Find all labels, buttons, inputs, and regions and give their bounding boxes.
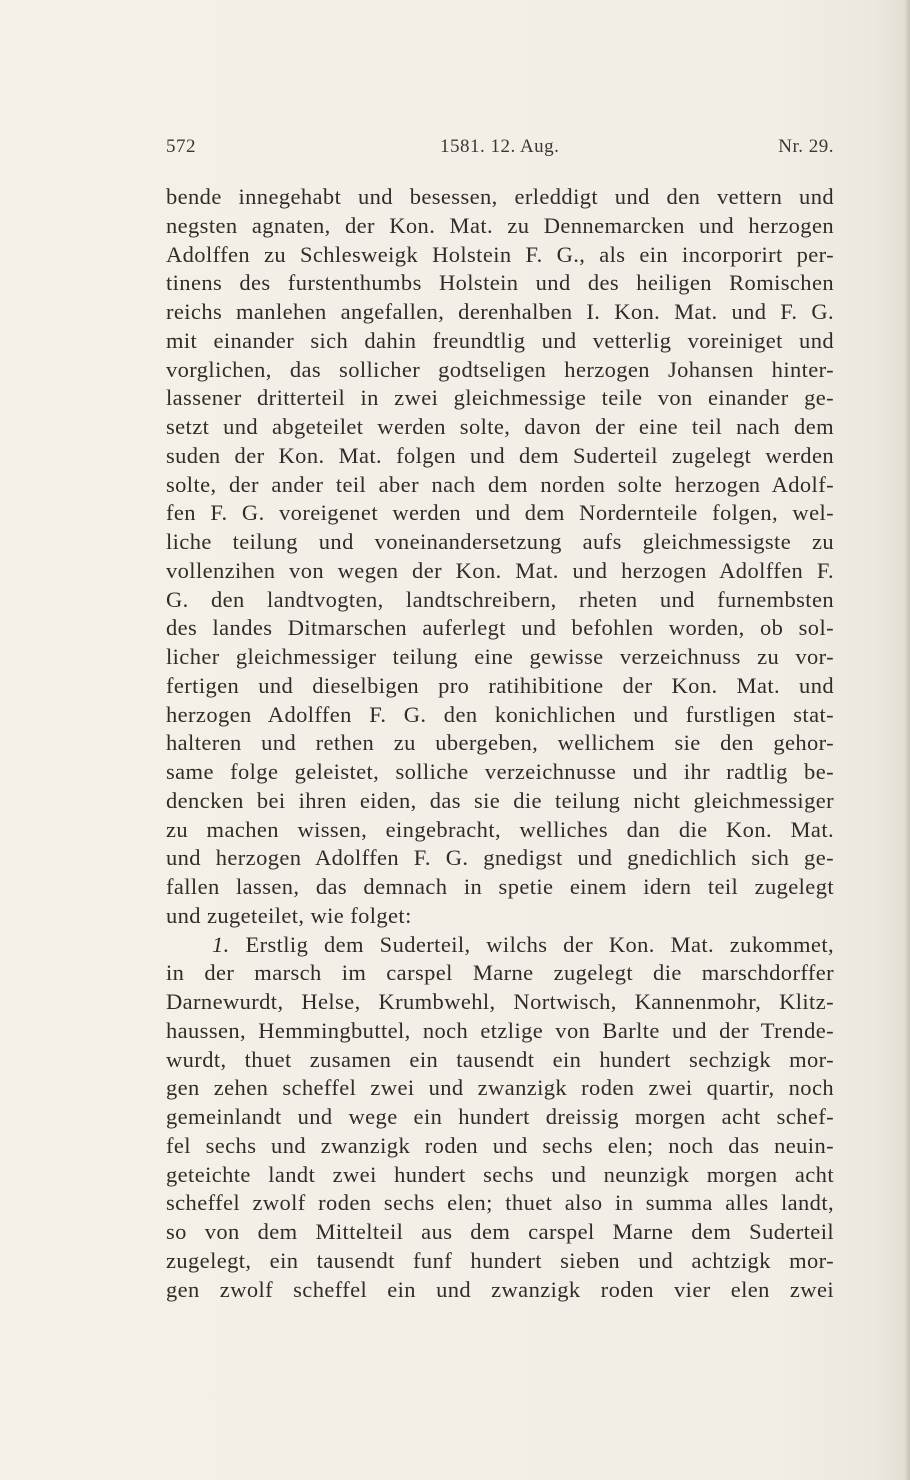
text-line: herzogen Adolffen F. G. den konichlichen und furstligen stat- <box>166 701 834 727</box>
text-line: vollenzihen von wegen der Kon. Mat. und herzogen Adolffen F. <box>166 557 834 583</box>
text-line: fel sechs und zwanzigk roden und sechs elen; noch das neuin- <box>166 1132 834 1158</box>
running-header <box>166 136 834 160</box>
text-line: G. den landtvogten, landtschreibern, rheten und furnembsten <box>166 586 834 612</box>
text-line: gen zwolf scheffel ein und zwanzigk roden vier elen zwei <box>166 1276 834 1302</box>
item-text: Erstlig dem Suderteil, wilchs der Kon. Mat. zukommet, <box>245 931 834 957</box>
text-line: negsten agnaten, der Kon. Mat. zu Dennemarcken und herzogen <box>166 212 834 238</box>
text-line: liche teilung und voneinandersetzung aufs gleichmessigste zu <box>166 529 834 554</box>
text-line: und herzogen Adolffen F. G. gnedigst und gnedichlich sich ge- <box>166 845 834 871</box>
item-number: 1. <box>212 931 230 957</box>
text-line: reichs manlehen angefallen, derenhalben I. Kon. Mat. und F. G. <box>166 299 834 324</box>
text-line: vorglichen, das sollicher godtseligen herzogen Johansen hinter- <box>166 356 834 382</box>
text-line: in der marsch im carspel Marne zugelegt die marschdorffer <box>166 960 834 986</box>
text-line: haussen, Hemmingbuttel, noch etzlige von Barlte und der Trende- <box>166 1017 834 1043</box>
text-line: lassener dritterteil in zwei gleichmessige teile von einander ge- <box>166 385 834 411</box>
text-line: fertigen und dieselbigen pro ratihibitione der Kon. Mat. und <box>166 672 834 698</box>
document-number: Nr. 29. <box>778 136 834 157</box>
text-line: gen zehen scheffel zwei und zwanzigk roden zwei quartir, noch <box>166 1075 834 1101</box>
text-line: fallen lassen, das demnach in spetie einem idern teil zugelegt <box>166 874 834 899</box>
text-line: scheffel zwolf roden sechs elen; thuet also in summa alles landt, <box>166 1190 834 1216</box>
page-number: 572 <box>166 136 196 157</box>
text-line: wurdt, thuet zusamen ein tausendt ein hundert sechzigk mor- <box>166 1046 834 1072</box>
text-line: solte, der ander teil aber nach dem norden solte herzogen Adolf- <box>166 471 834 497</box>
text-line: halteren und rethen zu ubergeben, wellichem sie den gehor- <box>166 730 834 756</box>
text-line: mit einander sich dahin freundtlig und vetterlig voreiniget und <box>166 327 834 353</box>
text-line: Adolffen zu Schlesweigk Holstein F. G., als ein incorporirt per- <box>166 241 834 267</box>
text-line: dencken bei ihren eiden, das sie die teilung nicht gleichmessiger <box>166 787 834 813</box>
numbered-item-first-line <box>166 931 834 960</box>
text-line: setzt und abgeteilet werden solte, davon der eine teil nach dem <box>166 414 834 439</box>
text-line: und zugeteilet, wie folget: <box>166 902 412 928</box>
page-edge-shadow <box>904 0 910 1480</box>
text-line: des landes Ditmarschen auferlegt und befohlen worden, ob sol- <box>166 615 834 641</box>
text-line: gemeinlandt und wege ein hundert dreissig morgen acht schef- <box>166 1104 834 1129</box>
body-text <box>166 183 834 1304</box>
text-line: Darnewurdt, Helse, Krumbwehl, Nortwisch, Kannenmohr, Klitz- <box>166 989 834 1014</box>
text-line: so von dem Mittelteil aus dem carspel Marne dem Suderteil <box>166 1219 834 1244</box>
text-line: geteichte landt zwei hundert sechs und neunzigk morgen acht <box>166 1161 834 1187</box>
text-line: zugelegt, ein tausendt funf hundert sieben und achtzigk mor- <box>166 1247 834 1273</box>
text-line: suden der Kon. Mat. folgen und dem Suderteil zugelegt werden <box>166 442 834 468</box>
text-line: zu machen wissen, eingebracht, welliches dan die Kon. Mat. <box>166 816 834 842</box>
text-line: licher gleichmessiger teilung eine gewisse verzeichnuss zu vor- <box>166 644 834 669</box>
text-line: bende innegehabt und besessen, erleddigt und den vettern und <box>166 184 834 209</box>
text-line: fen F. G. voreigenet werden und dem Nordernteile folgen, wel- <box>166 500 834 526</box>
header-date: 1581. 12. Aug. <box>440 136 560 157</box>
text-line: same folge geleistet, solliche verzeichnusse und ihr radtlig be- <box>166 759 834 784</box>
text-line: tinens des furstenthumbs Holstein und des heiligen Romischen <box>166 270 834 296</box>
